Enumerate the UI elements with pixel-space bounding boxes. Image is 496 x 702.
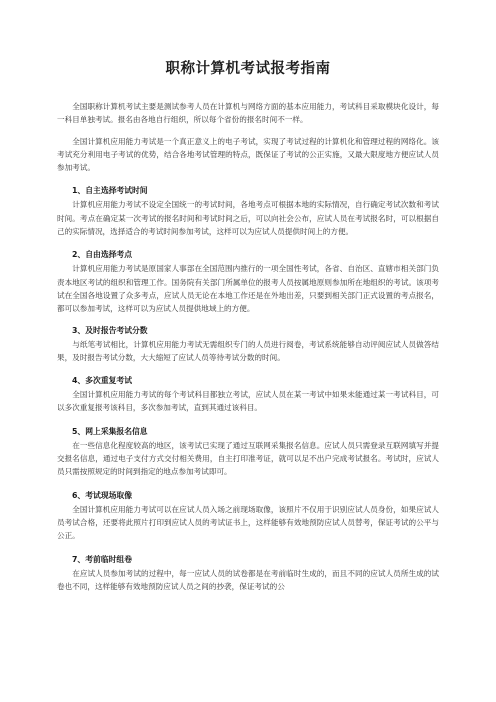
section-heading: 7、考前临时组卷 bbox=[72, 554, 133, 564]
section-2 bbox=[57, 248, 439, 315]
section-body: 在应试人员参加考试的过程中，每一应试人员的试卷都是在考前临时生成的，而且不同的应试人员所生成的试卷也不同，这样能够有效地预防应试人员之间的抄袭，保证考试的公 bbox=[57, 568, 439, 591]
intro-paragraph-2: 全国计算机应用能力考试是一个真正意义上的电子考试，实现了考试过程的计算机化和管理过程的网络化。该考试充分利用电子考试的优势，结合各地考试管理的特点，既保证了考试的公正实施，又最大限度地方便应试人员参加考试。 bbox=[57, 136, 439, 173]
document-title: 职称计算机考试报考指南 bbox=[165, 61, 331, 77]
section-5 bbox=[57, 425, 439, 479]
section-3 bbox=[57, 324, 439, 365]
section-heading: 3、及时报告考试分数 bbox=[72, 325, 148, 335]
section-body: 在一些信息化程度较高的地区，该考试已实现了通过互联网采集报名信息。应试人员只需登录互联网填写并提交报名信息，通过电子支付方式交付相关费用，自主打印准考证，就可以足不出户完成考试报名。考试时，应试人员只需按照规定的时间到指定的地点参加考试即可。 bbox=[57, 440, 439, 477]
section-body: 全国计算机应用能力考试可以在应试人员入场之前现场取像，该照片不仅用于识别应试人员身份，如果应试人员考试合格，还要将此照片打印到应试人员的考试证书上，这样能够有效地预防应试人员替考，保证考试的公平与公正。 bbox=[57, 504, 439, 541]
section-heading: 4、多次重复考试 bbox=[72, 376, 133, 386]
section-6 bbox=[57, 489, 439, 543]
intro-paragraph-1: 全国职称计算机考试主要是测试参考人员在计算机与网络方面的基本应用能力，考试科目采取模块化设计，每一科目单独考试。报名由各地自行组织，所以每个省份的报名时间不一样。 bbox=[57, 102, 439, 125]
section-heading: 6、考试现场取像 bbox=[72, 490, 133, 500]
section-body: 计算机应用能力考试不设定全国统一的考试时间，各地考点可根据本地的实际情况，自行确定考试次数和考试时间。考点在确定某一次考试的报名时间和考试时间之后，可以向社会公布，应试人员在考试报名时，可以根据自己的实际情况，选择适合的考试时间参加考试，这样可以为应试人员提供时间上的方便。 bbox=[57, 200, 439, 237]
section-7 bbox=[57, 553, 439, 594]
section-heading: 5、网上采集报名信息 bbox=[72, 426, 148, 436]
section-body: 与纸笔考试相比，计算机应用能力考试无需组织专门的人员进行阅卷，考试系统能够自动评阅应试人员做答结果，及时报告考试分数，大大缩短了应试人员等待考试分数的时间。 bbox=[57, 339, 439, 362]
section-heading: 1、自主选择考试时间 bbox=[72, 186, 148, 196]
section-1 bbox=[57, 184, 439, 238]
section-heading: 2、自由选择考点 bbox=[72, 250, 133, 260]
section-body: 全国计算机应用能力考试的每个考试科目都独立考试，应试人员在某一考试中如果未能通过某一考试科目，可以多次重复报考该科目，多次参加考试，直到其通过该科目。 bbox=[57, 390, 439, 413]
section-body: 计算机应用能力考试是原国家人事部在全国范围内推行的一项全国性考试，各省、自治区、直辖市相关部门负责本地区考试的组织和管理工作。国务院有关部门所属单位的报考人员按属地原则参加所在地组织的考试。该项考试在全国各地设置了众多考点，应试人员无论在本地工作还是在外地出差，只要到相关部门正式设置的考点报名，都可以参加考试，这样可以为应试人员提供地域上的方便。 bbox=[57, 264, 439, 314]
section-4 bbox=[57, 374, 439, 415]
